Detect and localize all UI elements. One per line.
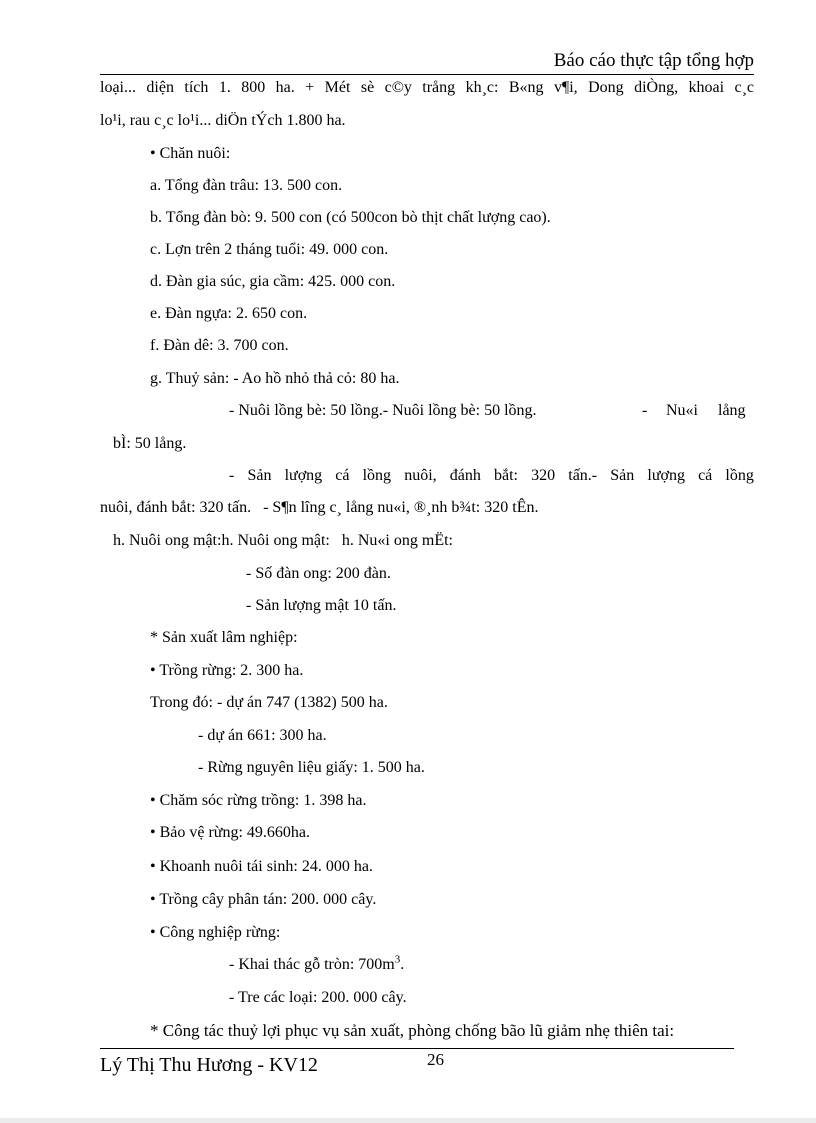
text-line-4: a. Tổng đàn trâu: 13. 500 con. [150,177,343,194]
word: lồng [725,467,754,484]
word: bắt: [494,467,518,484]
word: Mét [324,79,351,96]
text-line-7: d. Đàn gia súc, gia cầm: 425. 000 con. [150,273,396,290]
text-line-21: - dự án 661: 300 ha. [198,727,327,744]
page-number: 26 [427,1050,444,1069]
text-line-11b: - [642,402,648,419]
word: 800 [241,79,266,96]
word: sè [360,79,375,96]
word: Sản [610,467,635,484]
text-line-20: Trong đó: - dự án 747 (1382) 500 ha. [150,694,388,711]
bottom-band [0,1118,816,1123]
text-line-28-main: - Khai thác gỗ tròn: 700m [229,956,395,973]
word: tích [184,79,209,96]
text-line-28 [229,955,404,975]
word: lượng [647,467,685,484]
word: trång [422,79,456,96]
text-line-1 [100,78,754,98]
text-line-10: g. Thuỷ sản: - Ao hồ nhỏ thả cỏ: 80 ha. [150,370,400,387]
header-title: Báo cáo thực tập tổng hợp [553,50,754,71]
word: Dong [588,79,624,96]
text-line-15: h. Nuôi ong mật:h. Nuôi ong mật: h. Nu«i ong mËt: [113,532,453,549]
text-line-16: - Số đàn ong: 200 đàn. [246,565,391,582]
text-line-8: e. Đàn ngựa: 2. 650 con. [150,305,308,322]
text-line-13 [229,466,754,486]
word: cá [335,467,350,484]
text-line-17: - Sản lượng mật 10 tấn. [246,597,397,614]
word: cá [698,467,713,484]
word: đánh [449,467,481,484]
text-line-2: lo¹i, rau c¸c lo¹i... diÖn tÝch 1.800 ha. [100,112,346,129]
text-line-9: f. Đàn dê: 3. 700 con. [150,337,289,354]
word: - [229,467,235,484]
footer-author: Lý Thị Thu Hương - KV12 [100,1054,318,1076]
footer-rule [100,1048,734,1049]
word: tấn.- [568,467,598,484]
text-line-5: b. Tổng đàn bò: 9. 500 con (có 500con bò thịt chất lượng cao). [150,209,551,226]
word: loại... [100,79,136,96]
superscript: 3 [394,953,401,966]
text-line-11c: Nu«i [666,402,698,419]
word: diÒng, [634,79,679,96]
section-lam-nghiep: * Sản xuất lâm nghiệp: [150,629,298,646]
word: Sản [247,467,272,484]
word: c¸c [734,79,754,96]
text-line-14: nuôi, đánh bắt: 320 tấn. - S¶n lîng c¸ lång nu«i, ®¸nh b¾t: 320 tÊn. [100,499,539,516]
word: lượng [284,467,323,484]
word: c©y [384,79,412,96]
text-line-29: - Tre các loại: 200. 000 cây. [229,989,407,1006]
text-line-19: • Trồng rừng: 2. 300 ha. [150,662,304,679]
word: v¶i, [553,79,578,96]
text-line-6: c. Lợn trên 2 tháng tuổi: 49. 000 con. [150,241,389,258]
text-line-26: • Trồng cây phân tán: 200. 000 cây. [150,891,377,908]
word: 1. [218,79,231,96]
text-line-25: • Khoanh nuôi tái sinh: 24. 000 ha. [150,858,373,875]
word: lồng [362,467,392,484]
word: ha. [275,79,295,96]
word: kh¸c: [465,79,499,96]
section-chan-nuoi: • Chăn nuôi: [150,145,231,162]
word: nuôi, [404,467,437,484]
text-line-11a: - Nuôi lồng bè: 50 lồng.- Nuôi lồng bè: 50 lồng. [229,402,537,419]
word: B«ng [508,79,544,96]
text-line-22: - Rừng nguyên liệu giấy: 1. 500 ha. [198,759,425,776]
header-rule [100,74,754,75]
section-thuy-loi: * Công tác thuỷ lợi phục vụ sản xuất, phòng chống bão lũ giảm nhẹ thiên tai: [150,1021,675,1040]
text-line-23: • Chăm sóc rừng trồng: 1. 398 ha. [150,792,367,809]
text-line-28-end: . [400,956,405,973]
text-line-27: • Công nghiệp rừng: [150,924,281,941]
text-line-12: bÌ: 50 lång. [113,435,187,452]
word: + [305,79,315,96]
word: 320 [531,467,556,484]
word: khoai [688,79,725,96]
text-line-24: • Bảo vệ rừng: 49.660ha. [150,824,311,841]
word: diện [146,79,174,96]
text-line-11d: lång [718,402,746,419]
